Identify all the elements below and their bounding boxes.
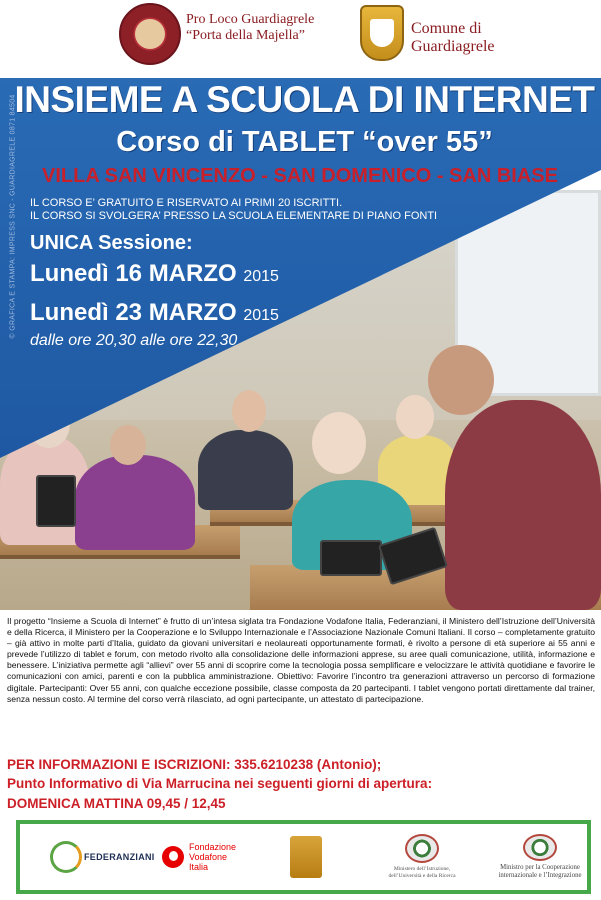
esteri-logo — [485, 834, 595, 880]
photo-tablet — [36, 475, 76, 527]
comune-line1: Comune di — [411, 20, 482, 37]
photo-person-man-purple — [75, 455, 195, 550]
villages-line: VILLA SAN VINCENZO - SAN DOMENICO - SAN BIASE — [42, 165, 558, 187]
vodafone-logo — [162, 834, 262, 880]
vodafone-text — [189, 842, 236, 872]
italian-emblem-icon — [523, 834, 557, 861]
date-1-text: Lunedì 16 MARZO — [30, 260, 237, 287]
poster-subtitle: Corso di TABLET “over 55” — [116, 126, 493, 158]
poster-title: INSIEME A SCUOLA DI INTERNET — [14, 79, 595, 120]
photo-person-young-man — [445, 400, 601, 610]
date-2-year: 2015 — [243, 307, 279, 324]
project-description: Il progetto “Insieme a Scuola di Internet” è frutto di un’intesa siglata tra Fondazione Vodafone Italia, Federanziani, il Ministero dell’Istruzione dell’Università e della Ricerca, il Ministero per la Cooperazione e lo Sviluppo Internazionale e l’Associazione Nazionale Comuni Italiani. Il corso – completamente gratuito – già attivo in molte parti d’Italia, guidato da giovani universitari e neolaureati opportunamente formati, è rivolto a persone di età superiore ai 55 anni e prevede l’utilizzo di tablet e forum, con metodo rivolto alla consolidazione delle informazioni apprese, su aree quali comunicazione, utilità, informazione e benessere. L’iniziativa permette agli “allievi” over 55 anni di scoprire come la tecnologia possa semplificare e velocizzare le attività quotidiane e favorire le comunicazioni con amici, parenti e con la pubblica amministrazione. Obiettivo: Favorire l’incontro tra generazioni attraverso un percorso di formazione digitale. Partecipanti: Over 55 anni, con qualche eccezione possibile, classe composta da 20 partecipanti. I tablet vengono portati direttamente dal trainer, senza nessun costo. Al termine del corso verrà rilasciato, ad ogni partecipante, un attestato di partecipazione. — [7, 616, 595, 704]
anci-logo — [290, 834, 330, 880]
vodafone-icon — [162, 846, 184, 868]
printer-credit: © GRAFICA E STAMPA: IMPRESS SNC - GUARDIAGRELE 0871 84504 — [9, 94, 17, 339]
photo-head — [428, 345, 494, 415]
anci-tower-icon — [290, 836, 322, 878]
esteri-line1: Ministro per la Cooperazione — [500, 864, 580, 871]
miur-text: Ministero dell’Istruzione, dell’Università e della Ricerca — [388, 866, 456, 879]
date-2-text: Lunedì 23 MARZO — [30, 299, 237, 326]
session-label: UNICA Sessione: — [30, 232, 193, 254]
date-2 — [30, 299, 279, 327]
comune-crest-logo — [360, 5, 404, 61]
pro-loco-text — [186, 12, 314, 44]
contact-line-1: PER INFORMAZIONI E ISCRIZIONI: 335.6210238 (Antonio); — [7, 757, 382, 772]
photo-head — [312, 412, 366, 474]
photo-tablet — [320, 540, 382, 576]
italian-emblem-icon — [405, 834, 439, 863]
federanziani-text: FEDERANZIANI — [84, 852, 155, 862]
date-1-year: 2015 — [243, 268, 279, 285]
comune-line2: Guardiagrele — [411, 38, 495, 55]
miur-logo — [382, 834, 462, 880]
sponsor-logos-box — [16, 820, 591, 894]
vodafone-line1: Fondazione — [189, 842, 237, 852]
date-1 — [30, 260, 279, 288]
contact-line-2: Punto Informativo di Via Marrucina nei seguenti giorni di apertura: — [7, 776, 433, 791]
comune-text — [411, 20, 495, 56]
photo-head — [110, 425, 146, 465]
esteri-text — [498, 864, 581, 880]
pro-loco-seal-logo — [119, 3, 181, 65]
federanziani-icon — [50, 841, 82, 873]
photo-person-man-vest — [198, 430, 293, 510]
vodafone-line2: Vodafone — [189, 852, 228, 862]
esteri-line2: internazionale e l’Integrazione — [498, 872, 582, 879]
contact-line-3: DOMENICA MATTINA 09,45 / 12,45 — [7, 796, 226, 811]
seal-center — [135, 19, 165, 49]
pro-loco-line2: “Porta della Majella” — [186, 28, 305, 43]
info-line-1: IL CORSO E’ GRATUITO E RISERVATO AI PRIMI 20 ISCRITTI. — [30, 197, 343, 209]
time-range: dalle ore 20,30 alle ore 22,30 — [30, 332, 238, 349]
photo-head — [396, 395, 434, 439]
info-line-2: IL CORSO SI SVOLGERA’ PRESSO LA SCUOLA ELEMENTARE DI PIANO FONTI — [30, 210, 438, 222]
vodafone-line3: Italia — [189, 862, 209, 872]
photo-head — [232, 390, 266, 432]
pro-loco-line1: Pro Loco Guardiagrele — [186, 12, 315, 27]
crest-center — [370, 19, 394, 47]
federanziani-logo — [50, 834, 180, 880]
